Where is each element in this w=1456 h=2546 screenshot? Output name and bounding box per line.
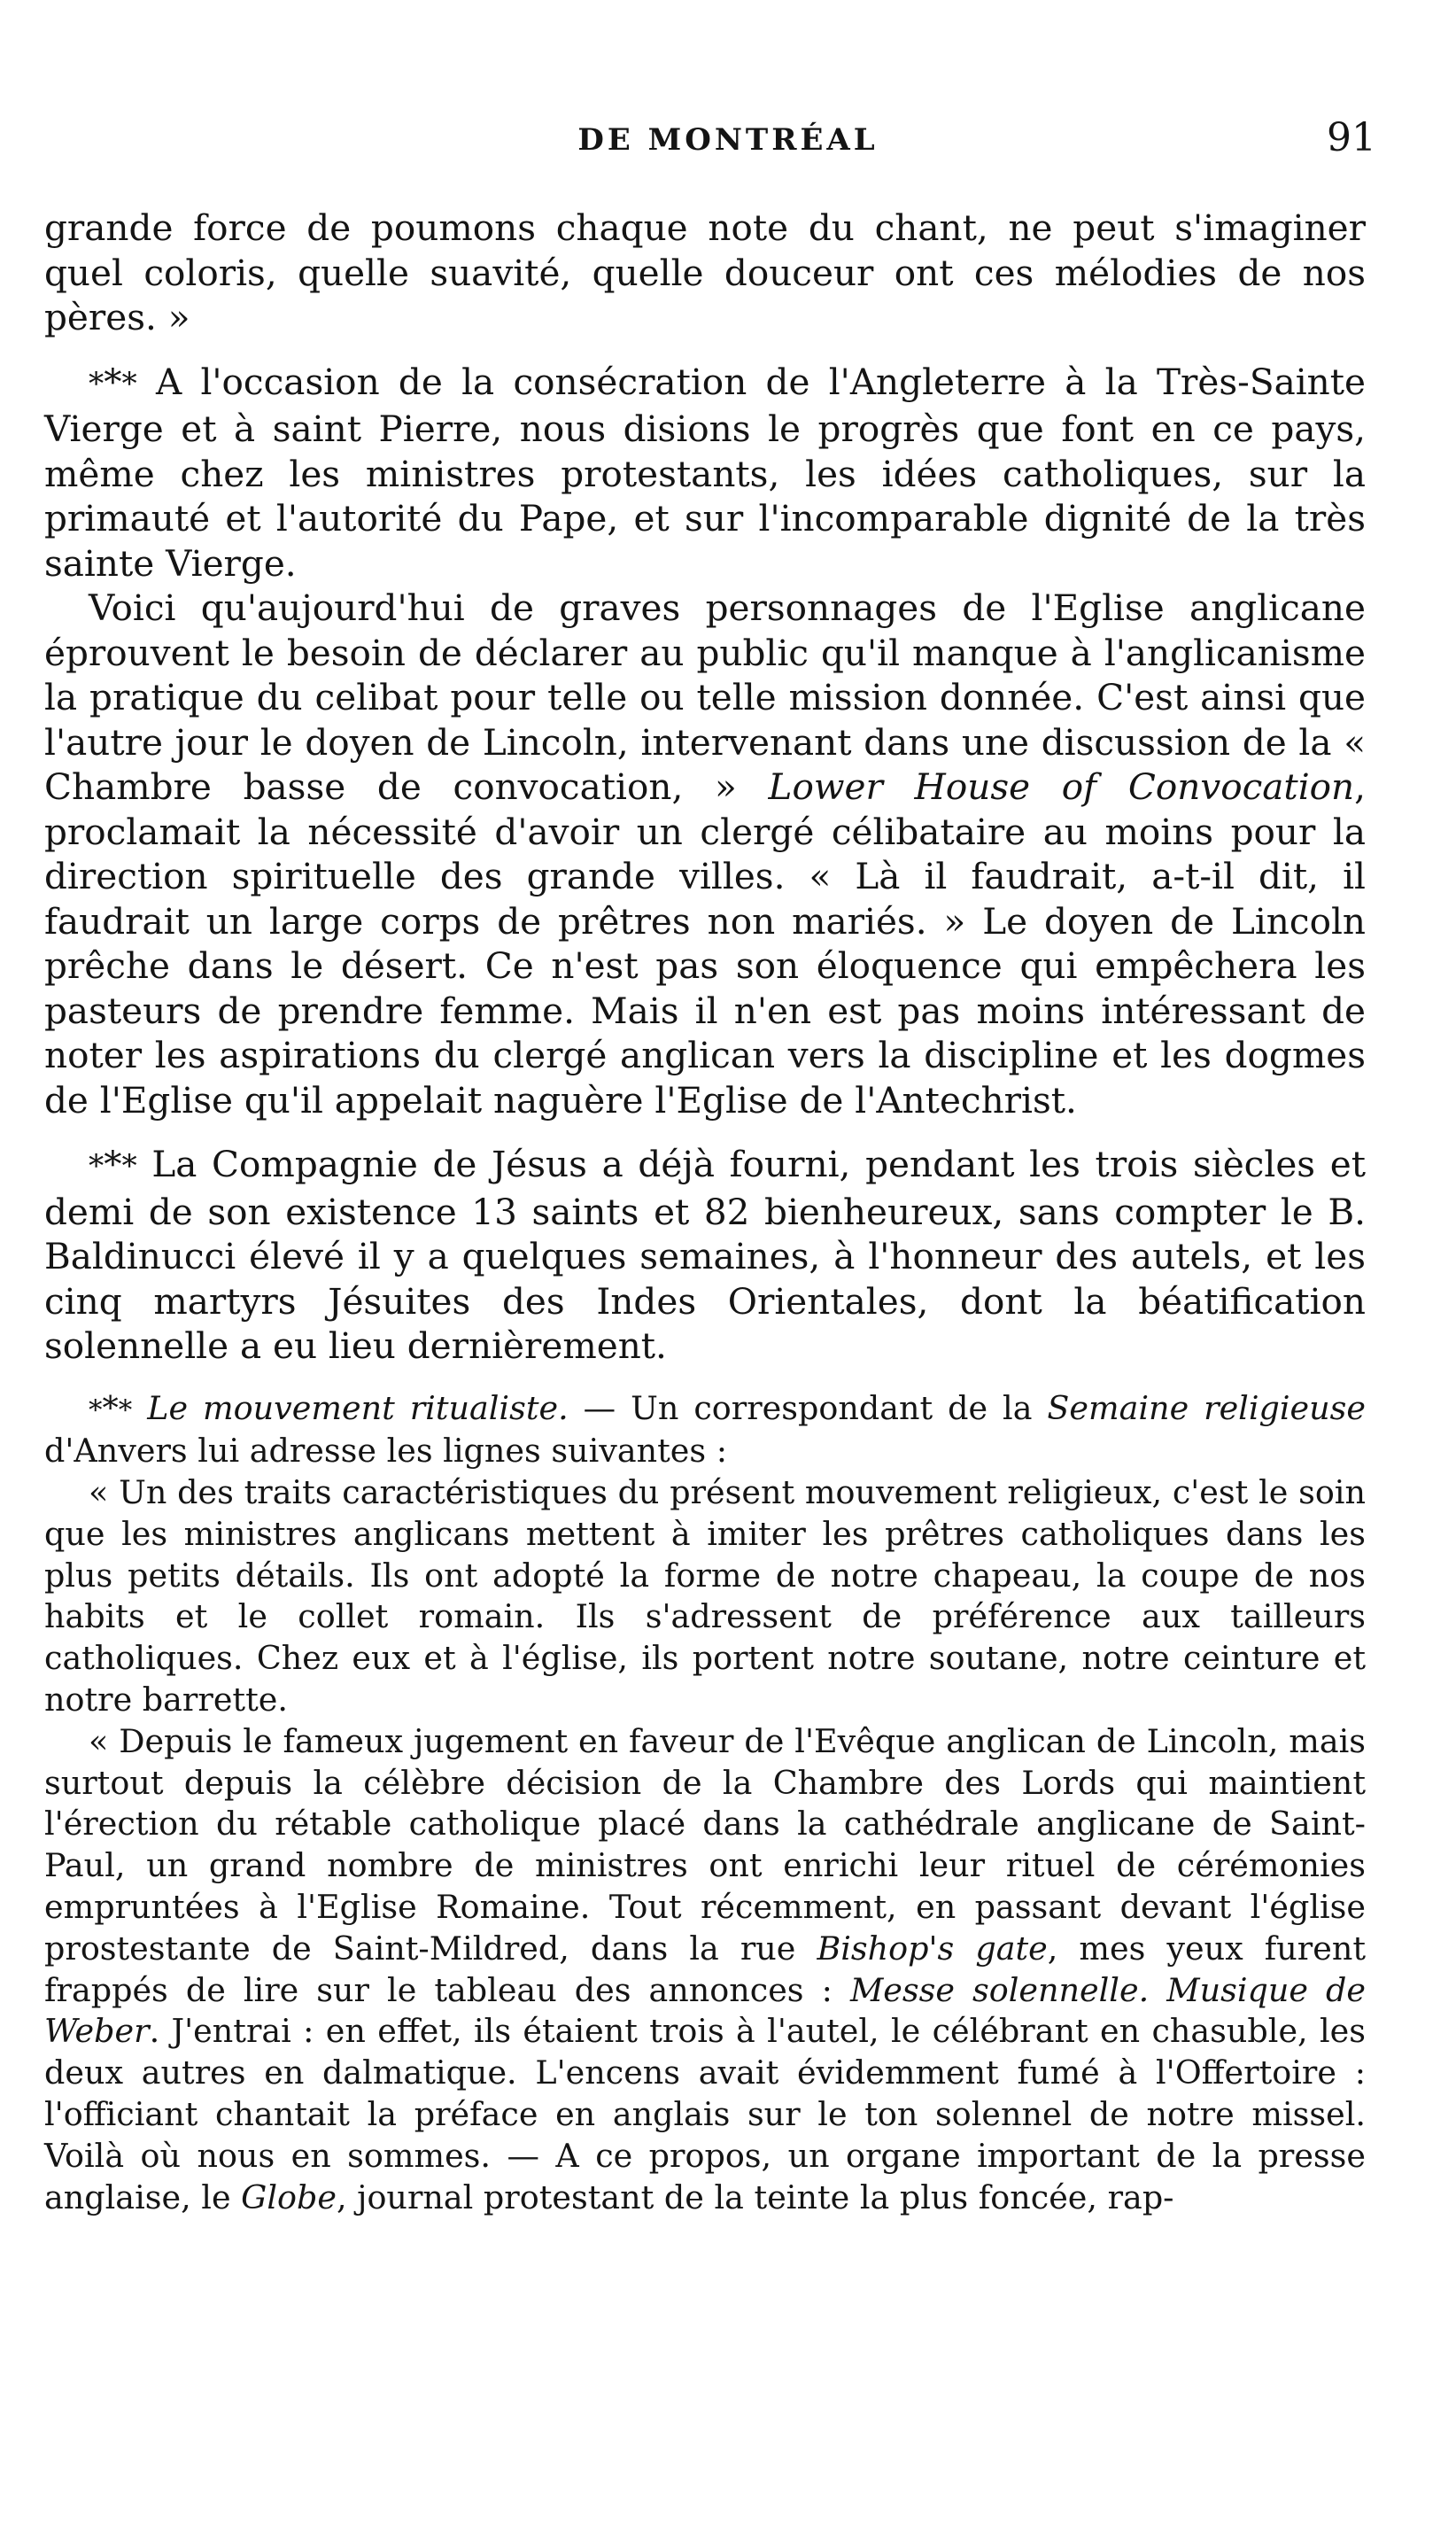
asterism-mark: * xyxy=(118,1393,133,1426)
text-run: , proclamait la nécessité d'avoir un clergé célibataire au moins pour la direction spirituelle des grande villes. « Là il faudrait, a-t-il dit, il faudrait un large corps de prêtres non mariés. » Le doyen de Lincoln prêche dans le désert. Ce n'est pas son éloquence qui empêchera les pasteurs de prendre femme. Mais il n'en est pas moins intéressant de noter les aspirations du clergé anglican vers la discipline et les dogmes de l'Eglise qu'il appelait naguère l'Eglise de l'Antechrist. xyxy=(44,765,1366,1122)
text-run: Voici qu'aujourd'hui de graves personnages de l'Eglise anglicane éprouvent le besoin de déclarer au public qu'il manque à l'anglicanisme la pratique du celibat pour telle ou telle mission donnée. C'est ainsi que l'autre jour le doyen de Lincoln, intervenant dans une discussion de la « Chambre basse de convocation, » xyxy=(44,586,1366,808)
asterism-mark: * xyxy=(89,366,105,402)
italic-text: Globe xyxy=(241,2177,337,2216)
text-run: « Un des traits caractéristiques du présent mouvement religieux, c'est le soin que les ministres anglicans mettent à imiter les prêtres catholiques dans les plus petits détails. Ils ont adopté la forme de notre chapeau, la coupe de nos habits et le collet romain. Ils s'adressent de préférence aux tailleurs catholiques. Chez eux et à l'église, ils portent notre soutane, notre ceinture et notre barrette. xyxy=(44,1473,1366,1719)
italic-text: Messe solennelle. Musique de Weber xyxy=(44,1970,1366,2051)
paragraph xyxy=(44,1388,1366,1473)
text-section xyxy=(44,1388,1366,2219)
asterism-mark: * xyxy=(89,1149,105,1184)
text-run: grande force de poumons chaque note du chant, ne peut s'imaginer quel coloris, quelle suavité, quelle douceur ont ces mélodies de nos pères. » xyxy=(44,206,1366,338)
text-run: , journal protestant de la teinte la plus foncée, rap- xyxy=(336,2177,1174,2216)
asterism-mark: * xyxy=(89,1393,103,1426)
paragraph xyxy=(44,360,1366,586)
text-run: A l'occasion de la consécration de l'Angleterre à la Très-Sainte Vierge et à saint Pierre, nous disions le progrès que font en ce pays, même chez les ministres protestants, les idées catholiques, sur la primauté et l'autorité du Pape, et sur l'incomparable dignité de la très sainte Vierge. xyxy=(44,360,1366,585)
italic-text: Bishop's gate xyxy=(817,1929,1048,1968)
text-run: , mes yeux furent frappés de lire sur le tableau des annonces : xyxy=(44,1929,1366,2009)
paragraph xyxy=(44,586,1366,1122)
page-header xyxy=(44,115,1412,175)
text-section xyxy=(44,1142,1366,1369)
text-run: * xyxy=(102,1388,119,1427)
paragraph xyxy=(44,1721,1366,2219)
text-run: « Depuis le fameux jugement en faveur de l'Evêque anglican de Lincoln, mais surtout depuis la célèbre décision de la Chambre des Lords qui maintient l'érection du rétable catholique placé dans la cathédrale anglicane de Saint-Paul, un grand nombre de ministres ont enrichi leur rituel de cérémonies empruntées à l'Eglise Romaine. Tout récemment, en passant devant l'église prostestante de Saint-Mildred, dans la rue xyxy=(44,1721,1366,1968)
paragraph xyxy=(44,1472,1366,1721)
paragraph xyxy=(44,206,1366,340)
italic-text: Le mouvement ritualiste. xyxy=(147,1388,569,1427)
italic-text: Lower House of Convocation xyxy=(768,765,1355,808)
text-run: La Compagnie de Jésus a déjà fourni, pendant les trois siècles et demi de son existence 13 saints et 82 bienheureux, sans compter le B. Baldinucci élevé il y a quelques semaines, à l'honneur des autels, et les cinq martyrs Jésuites des Indes Orientales, dont la béatification solennelle a eu lieu dernièrement. xyxy=(44,1143,1366,1367)
asterism-mark: * xyxy=(121,366,137,402)
text-run: * xyxy=(104,1143,122,1185)
running-head: DE MONTRÉAL xyxy=(577,122,879,158)
text-run: — Un correspondant de la xyxy=(568,1388,1048,1427)
text-run: d'Anvers lui adresse les lignes suivantes : xyxy=(44,1432,728,1471)
asterism-mark: * xyxy=(121,1149,137,1184)
text-run: * xyxy=(104,360,122,403)
paragraph xyxy=(44,1142,1366,1369)
text-run: . J'entrai : en effet, ils étaient trois à l'autel, le célébrant en chasuble, les deux autres en dalmatique. L'encens avait évidemment fumé à l'Offertoire : l'officiant chantait la préface en anglais sur le ton solennel de notre missel. Voilà où nous en sommes. — A ce propos, un organe important de la presse anglaise, le xyxy=(44,2012,1366,2216)
text-run xyxy=(132,1389,147,1427)
page-number: 91 xyxy=(1327,115,1376,160)
body-text xyxy=(44,206,1366,2238)
text-section xyxy=(44,360,1366,1123)
text-section xyxy=(44,206,1366,340)
italic-text: Semaine religieuse xyxy=(1047,1388,1366,1427)
